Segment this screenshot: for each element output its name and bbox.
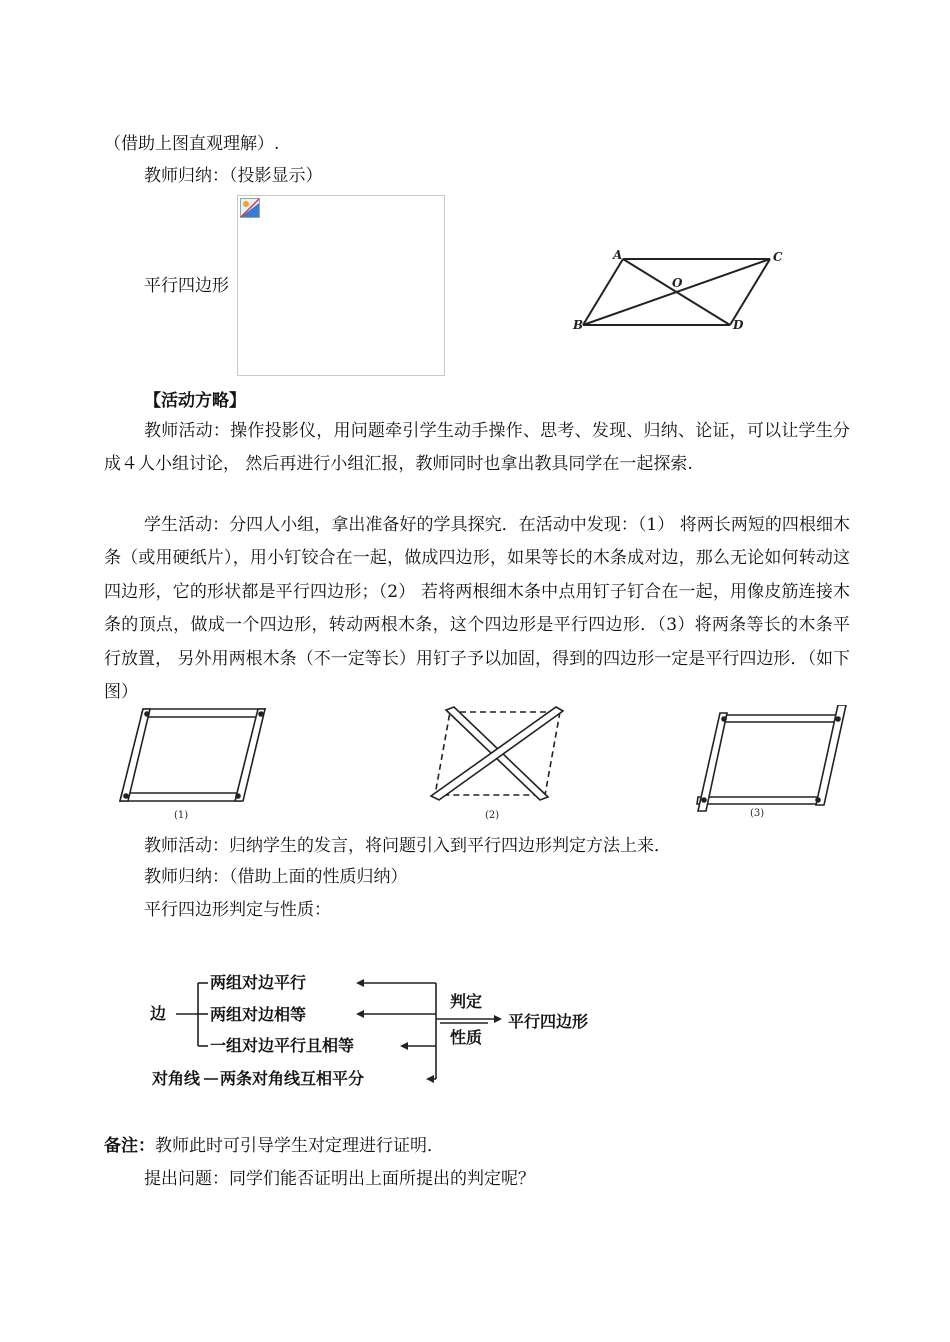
text-line-intuitive: （借助上图直观理解）. <box>104 134 280 154</box>
model-figure-3 <box>697 705 846 811</box>
teacher-activity-paragraph: 教师活动：操作投影仪，用问题牵引学生动手操作、思考、发现、归纳、论证，可以让学生分成４人小组讨论， 然后再进行小组汇报，教师同时也拿出教具同学在一起探索. <box>104 421 850 475</box>
text-line-teacher-summary: 教师归纳：（投影显示） <box>144 166 323 186</box>
side-ab <box>583 259 623 325</box>
vertex-c-label: C <box>773 250 783 264</box>
teacher-summary2: 教师归纳：（借助上面的性质归纳） <box>144 867 408 887</box>
teacher-activity2: 教师活动：归纳学生的发言，将问题引入到平行四边形判定方法上来． <box>144 836 671 856</box>
parallelogram-abcd-figure <box>565 245 795 340</box>
flow-result: 平行四边形 <box>508 1012 589 1031</box>
model-figure-1 <box>120 709 265 801</box>
student-activity-paragraph: 学生活动：分四人小组，拿出准备好的学具探究．在活动中发现：（1） 将两长两短的四根细木条（或用硬纸片），用小钉铰合在一起，做成四边形，如果等长的木条成对边，那么无论如何转动这四边形，它的形状都是平行四边形；（2） 若将两根细木条中点用钉子钉合在一起，用像皮筋连接木条的顶点，做成一个四边形，转动两根木条，这个四边形是平行四边形．（3）将两条等长的木条平行放置， 另外用两根木条（不一定等长）用钉子予以加固，得到的四边形一定是平行四边形．（如下图） <box>104 515 850 703</box>
flow-mid-top: 判定 <box>450 992 483 1011</box>
question-line: 提出问题：同学们能否证明出上面所提出的判定呢？ <box>144 1169 535 1189</box>
vertex-d-label: D <box>733 318 744 332</box>
broken-image-icon <box>240 198 260 218</box>
caption-figure-1: (1) <box>174 810 189 821</box>
flow-item-4: 两条对角线互相平分 <box>220 1069 365 1088</box>
flow-mid-bottom: 性质 <box>450 1028 483 1047</box>
parallelogram-label: 平行四边形 <box>144 276 229 296</box>
flowchart <box>140 965 620 1095</box>
flow-left-diag: 对角线 <box>152 1069 201 1088</box>
vertex-o-label: O <box>672 276 683 290</box>
activity-heading: 【活动方略】 <box>144 391 246 411</box>
flow-left-side: 边 <box>150 1004 167 1023</box>
vertex-b-label: B <box>573 318 584 332</box>
caption-figure-3: (3) <box>750 808 765 819</box>
note-text: 教师此时可引导学生对定理进行证明． <box>155 1136 444 1156</box>
image-placeholder <box>237 195 445 376</box>
model-figure-2 <box>431 707 563 800</box>
diagonal-bc <box>583 259 770 325</box>
side-cd <box>730 259 770 325</box>
note-line <box>104 1136 444 1156</box>
model-figures <box>110 705 855 825</box>
flow-item-2: 两组对边相等 <box>210 1005 307 1024</box>
flow-item-3: 一组对边平行且相等 <box>210 1036 355 1055</box>
caption-figure-2: (2) <box>485 810 500 821</box>
flow-item-1: 两组对边平行 <box>210 973 307 992</box>
note-label: 备注： <box>104 1136 155 1156</box>
vertex-a-label: A <box>613 248 623 262</box>
judge-and-property: 平行四边形判定与性质： <box>144 900 331 920</box>
